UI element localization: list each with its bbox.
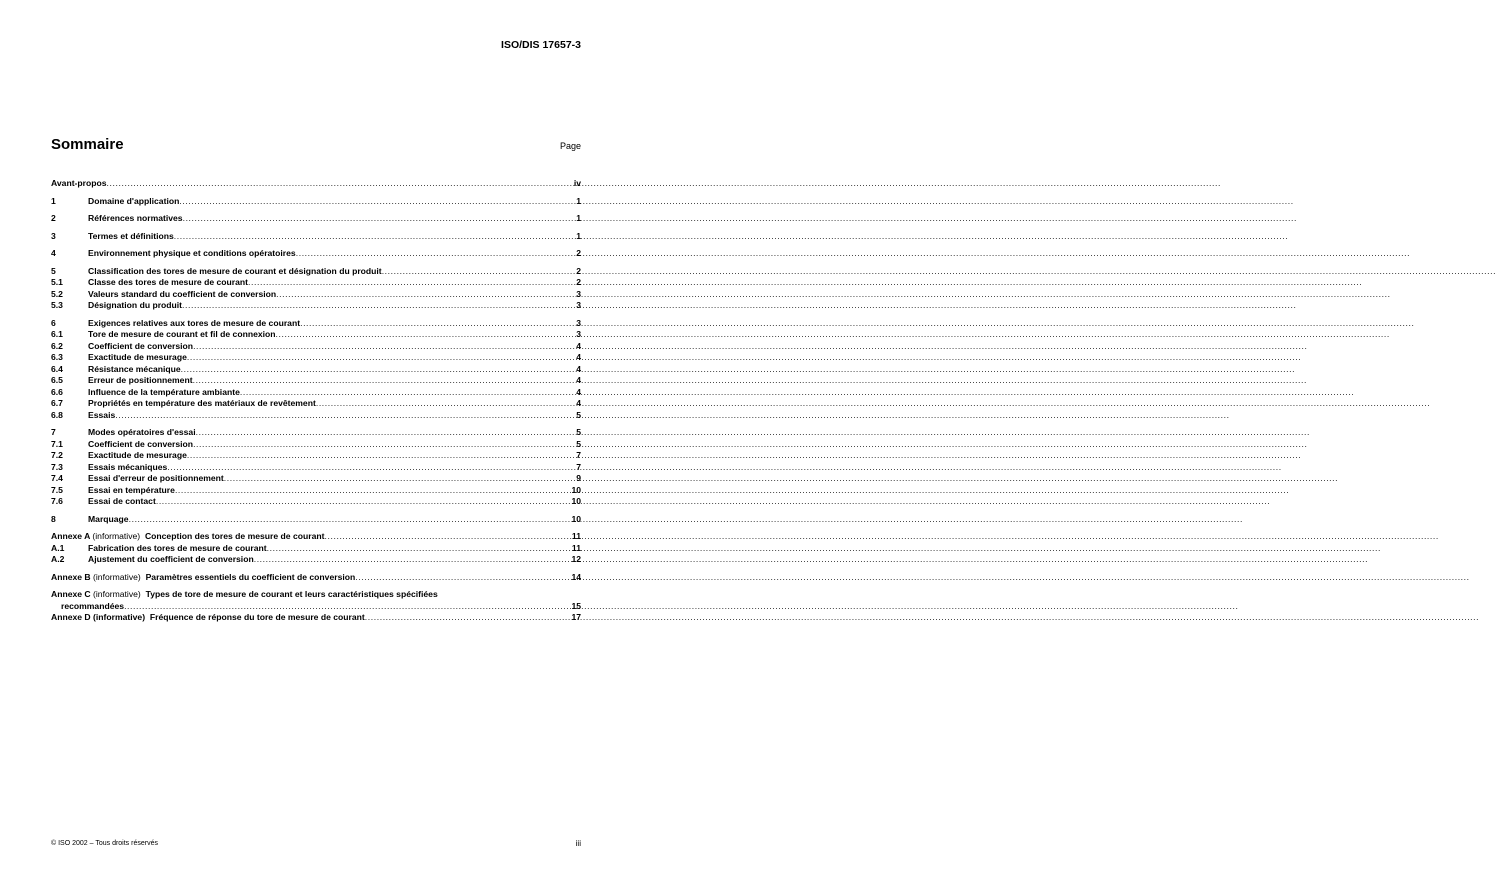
toc-entry-page: 10: [571, 484, 581, 495]
toc-entry-page: 2: [576, 277, 581, 287]
leader-dots: [296, 248, 575, 260]
toc-entry-continuation: [51, 601, 581, 613]
leader-dots: [181, 364, 575, 376]
toc-entry-page: 3: [576, 317, 581, 328]
toc-annex-heading: [51, 531, 325, 543]
toc-entry-3[interactable]: [51, 231, 581, 243]
annex-label: Annexe B: [51, 571, 91, 582]
leader-dots: [382, 266, 575, 278]
toc-entry-number: 7: [51, 427, 56, 437]
toc-entry-6-6[interactable]: [51, 387, 581, 399]
toc-entry-page: 1: [576, 230, 581, 241]
annex-note: (informative): [93, 589, 141, 599]
toc-entry-title: Essai d'erreur de positionnement: [88, 473, 224, 483]
toc-entry-title: Erreur de positionnement: [88, 375, 193, 385]
leader-dots: [365, 612, 570, 624]
toc-entry-6-4[interactable]: [51, 364, 581, 376]
toc-entry-title: Exactitude de mesurage: [88, 352, 187, 362]
toc-entry-number: A.2: [51, 554, 65, 564]
annex-note: (informative): [93, 612, 146, 622]
leader-dots: [224, 473, 574, 485]
leader-dots: [193, 341, 574, 353]
toc-entry-number: A.1: [51, 542, 65, 553]
toc-entry-page: 2: [576, 265, 581, 276]
leader-dots: [193, 439, 574, 451]
annex-label: Annexe A: [51, 531, 90, 541]
toc-entry-page: 4: [576, 363, 581, 374]
toc-entry-title: Désignation du produit: [88, 300, 183, 310]
toc-entry-page: 10: [571, 496, 581, 506]
toc-entry-title: Fréquence de réponse du tore de mesure de courant: [149, 612, 365, 622]
toc-annex-heading: [51, 612, 365, 624]
toc-entry-page: 17: [571, 612, 581, 622]
toc-entry-title: Types de tore de mesure de courant et leurs caractéristiques spécifiées: [145, 589, 438, 599]
toc-entry-page: 4: [576, 375, 581, 385]
leader-dots: [115, 410, 574, 422]
toc-entry-number: 7.5: [51, 484, 63, 495]
toc-entry-page: 11: [571, 531, 581, 541]
toc-entry-page: 1: [576, 213, 581, 223]
toc-entry-title-continued: recommandées: [61, 600, 125, 611]
toc-entry-page: 3: [576, 329, 581, 339]
toc-entry-page: 10: [571, 513, 581, 524]
toc-entry-annexe-b[interactable]: [51, 572, 581, 584]
leader-dots: [187, 450, 574, 462]
toc-entry-5[interactable]: [51, 266, 581, 278]
toc-entry-5-1[interactable]: [51, 277, 581, 289]
toc-entry-title: Exigences relatives aux tores de mesure de courant: [88, 317, 301, 328]
toc-entry-title: Valeurs standard du coefficient de conversion: [88, 288, 277, 299]
toc-entry-number: 3: [51, 230, 56, 241]
toc-entry-title: Avant-propos: [51, 178, 107, 188]
toc-entry-number: 7.6: [51, 496, 63, 506]
toc-entry-number: 7.2: [51, 450, 63, 460]
toc-entry-number: 4: [51, 248, 56, 258]
toc-entry-6-1[interactable]: [51, 329, 581, 341]
toc-entry-page: iv: [573, 178, 581, 188]
toc-entry-number: 6.1: [51, 329, 63, 339]
toc-entry-number: 6.8: [51, 409, 63, 420]
toc-entry-a-1[interactable]: [51, 543, 581, 555]
leader-dots: [316, 398, 574, 410]
toc-entry-title: Environnement physique et conditions opératoires: [88, 248, 296, 258]
toc-entry-page: 14: [571, 571, 581, 582]
toc-entry-title: Classe des tores de mesure de courant: [88, 277, 249, 287]
toc-entry-4[interactable]: [51, 248, 581, 260]
toc-entry-number: 5.2: [51, 288, 63, 299]
toc-entry-number: 5: [51, 265, 56, 276]
toc-entry-number: 6.4: [51, 363, 63, 374]
annex-note: (informative): [92, 531, 141, 541]
toc-entry-6-3[interactable]: [51, 352, 581, 364]
toc-entry-title: Essais mécaniques: [88, 461, 168, 472]
toc-entry-number: 7.4: [51, 473, 63, 483]
toc-entry-title: Propriétés en température des matériaux de revêtement: [88, 398, 316, 408]
toc-entry-page: 5: [576, 427, 581, 437]
toc-entry-title: Modes opératoires d'essai: [88, 427, 196, 437]
toc-entry-page: 5: [576, 409, 581, 420]
toc-entry-page: 2: [576, 248, 581, 258]
toc-entry-title: Ajustement du coefficient de conversion: [88, 554, 254, 564]
toc-entry-number: 7.1: [51, 438, 63, 449]
toc-entry-6-8[interactable]: [51, 410, 581, 422]
toc-entry-6-7[interactable]: [51, 398, 581, 410]
toc-entry-title: Termes et définitions: [88, 230, 174, 241]
leader-dots: [355, 572, 569, 584]
leader-dots: [182, 300, 574, 312]
leader-dots: [300, 318, 574, 330]
toc-entry-title: Conception des tores de mesure de courant: [144, 531, 325, 541]
leader-dots: [267, 543, 570, 555]
toc-entry-title: Influence de la température ambiante: [88, 386, 240, 397]
toc-entry-title: Marquage: [88, 513, 129, 524]
leader-dots: [193, 375, 575, 387]
toc-entry-6[interactable]: [51, 318, 581, 330]
leader-dots: [248, 277, 574, 289]
leader-dots: [167, 462, 574, 474]
toc-entry-number: 5.3: [51, 300, 63, 310]
leader-dots: [179, 196, 574, 208]
toc-entry-7-6[interactable]: [51, 496, 581, 508]
toc-entry-page: 7: [576, 461, 581, 472]
toc-annex-heading: [51, 589, 581, 601]
toc-entry-5-3[interactable]: [51, 300, 581, 312]
toc-entry-page: 4: [576, 398, 581, 408]
toc-entry-number: 6.3: [51, 352, 63, 362]
toc-entry-number: 7.3: [51, 461, 63, 472]
leader-dots: [276, 289, 574, 301]
annex-label: Annexe D: [51, 612, 91, 622]
toc-entry-page: 4: [576, 352, 581, 362]
toc-entry-2[interactable]: [51, 213, 581, 225]
page-column-label: Page: [559, 141, 581, 151]
standard-identifier: ISO/DIS 17657-3: [501, 39, 581, 51]
leader-dots: [187, 352, 574, 364]
toc-entry-number: 6.5: [51, 375, 63, 385]
toc-entry-avant-propos[interactable]: [51, 178, 581, 190]
toc-entry-number: 6.2: [51, 340, 63, 351]
leader-dots: [174, 231, 574, 243]
toc-entry-page: 3: [576, 288, 581, 299]
toc-entry-number: 6: [51, 317, 56, 328]
leader-dots: [129, 514, 570, 526]
toc-entry-8[interactable]: [51, 514, 581, 526]
toc-entry-title: Classification des tores de mesure de courant et désignation du produit: [88, 265, 382, 276]
leader-dots: [196, 427, 575, 439]
leader-dots: [240, 387, 574, 399]
toc-entry-title: Exactitude de mesurage: [88, 450, 187, 460]
toc-entry-title: Essais: [88, 409, 116, 420]
toc-entry-title: Résistance mécanique: [88, 363, 181, 374]
annex-label: Annexe C: [51, 589, 91, 599]
toc-entry-5-2[interactable]: [51, 289, 581, 301]
toc-entry-title: Essai en température: [88, 484, 175, 495]
toc-entry-annexe-a[interactable]: [51, 531, 581, 543]
leader-dots: [183, 213, 575, 225]
toc-entry-number: 8: [51, 513, 56, 524]
toc-entry-6-5[interactable]: [51, 375, 581, 387]
toc-entry-page: 3: [576, 300, 581, 310]
leader-dots: [156, 496, 570, 508]
toc-annex-heading: [51, 572, 355, 584]
toc-entry-title: Fabrication des tores de mesure de courant: [88, 542, 267, 553]
toc-entry-6-2[interactable]: [51, 341, 581, 353]
leader-dots: [124, 601, 569, 613]
toc-entry-7-5[interactable]: [51, 485, 581, 497]
toc-title: Sommaire: [51, 136, 124, 153]
toc-entry-number: 1: [51, 195, 56, 206]
toc-entry-title: Coefficient de conversion: [88, 438, 194, 449]
toc-entry-annexe-c[interactable]: [51, 589, 581, 612]
toc-entry-page: 1: [576, 195, 581, 206]
leader-dots: [254, 554, 570, 566]
toc-entry-page: 5: [576, 438, 581, 449]
toc-entry-title: Tore de mesure de courant et fil de connexion: [88, 329, 276, 339]
toc-entry-page: 9: [576, 473, 581, 483]
toc-entry-number: 2: [51, 213, 56, 223]
leader-dots: [107, 178, 572, 190]
toc-entry-1[interactable]: [51, 196, 581, 208]
toc-entry-7-4[interactable]: [51, 473, 581, 485]
table-of-contents: [51, 178, 581, 624]
leader-dots: [175, 485, 570, 497]
toc-entry-7[interactable]: [51, 427, 581, 439]
toc-entry-7-1[interactable]: [51, 439, 581, 451]
toc-entry-number: 6.6: [51, 386, 63, 397]
toc-entry-title: Domaine d'application: [88, 195, 180, 206]
toc-entry-number: 6.7: [51, 398, 63, 408]
toc-entry-7-2[interactable]: [51, 450, 581, 462]
toc-entry-title: Coefficient de conversion: [88, 340, 194, 351]
toc-entry-title: Essai de contact: [88, 496, 156, 506]
toc-entry-page: 11: [571, 542, 581, 553]
toc-entry-7-3[interactable]: [51, 462, 581, 474]
leader-dots: [276, 329, 575, 341]
toc-entry-page: 15: [571, 600, 581, 611]
toc-entry-number: 5.1: [51, 277, 63, 287]
toc-entry-page: 4: [576, 386, 581, 397]
toc-entry-annexe-d[interactable]: [51, 612, 581, 624]
toc-entry-title: Paramètres essentiels du coefficient de conversion: [145, 571, 356, 582]
toc-entry-a-2[interactable]: [51, 554, 581, 566]
annex-note: (informative): [93, 571, 141, 582]
copyright-notice: © ISO 2002 – Tous droits réservés: [51, 840, 158, 847]
toc-entry-title: Références normatives: [88, 213, 183, 223]
toc-entry-page: 4: [576, 340, 581, 351]
page-number: iii: [575, 839, 581, 848]
toc-entry-page: 7: [576, 450, 581, 460]
toc-entry-page: 12: [571, 554, 581, 564]
leader-dots: [325, 531, 570, 543]
